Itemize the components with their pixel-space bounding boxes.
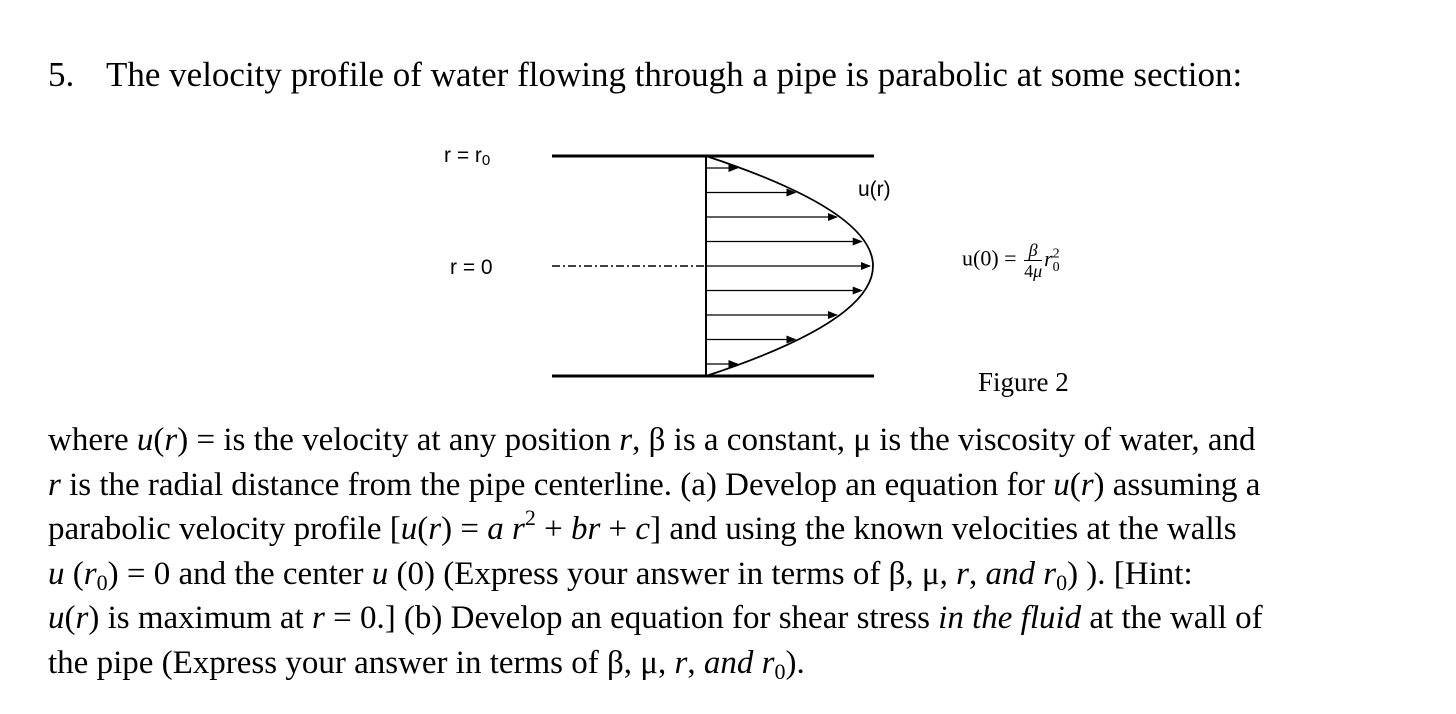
body-line-1: where u(r) = is the velocity at any position r, β is a constant, μ is the viscosity of water, and — [48, 422, 1256, 458]
body-line-5: u(r) is maximum at r = 0.] (b) Develop an equation for shear stress in the fluid at the wall of — [48, 600, 1263, 637]
body-line-2: r is the radial distance from the pipe centerline. (a) Develop an equation for u(r) assuming a — [48, 466, 1261, 503]
label-centerline: r = 0 — [450, 256, 493, 279]
body-line-3: parabolic velocity profile [u(r) = a $r^2$ + br + c] and using the known velocities at the walls — [48, 505, 1237, 548]
body-line-4: u $(r_0) = 0$ and the center u (0) (Express your answer in terms of β, μ, r, and $r_0$) ). [Hint: — [48, 555, 1193, 595]
velocity-arrows — [706, 168, 870, 364]
centerline-velocity-formula — [962, 240, 1060, 281]
body-line-6: the pipe (Express your answer in terms of β, μ, r, and $r_0$). — [48, 644, 805, 684]
formula-fraction: $\frac{\beta}{4\mu}$ — [1024, 240, 1043, 281]
label-wall: $r = r_0$ — [444, 144, 491, 169]
formula-lhs: u(0) = — [962, 245, 1017, 271]
problem-body — [48, 418, 1418, 686]
formula-r0-squared: $r^2_0$ — [1044, 245, 1060, 275]
label-profile: u(r) — [858, 178, 891, 201]
figure-caption: Figure 2 — [978, 367, 1069, 397]
question-number: 5. — [48, 55, 75, 94]
question-text: The velocity profile of water flowing through a pipe is parabolic at some section: — [106, 55, 1243, 94]
